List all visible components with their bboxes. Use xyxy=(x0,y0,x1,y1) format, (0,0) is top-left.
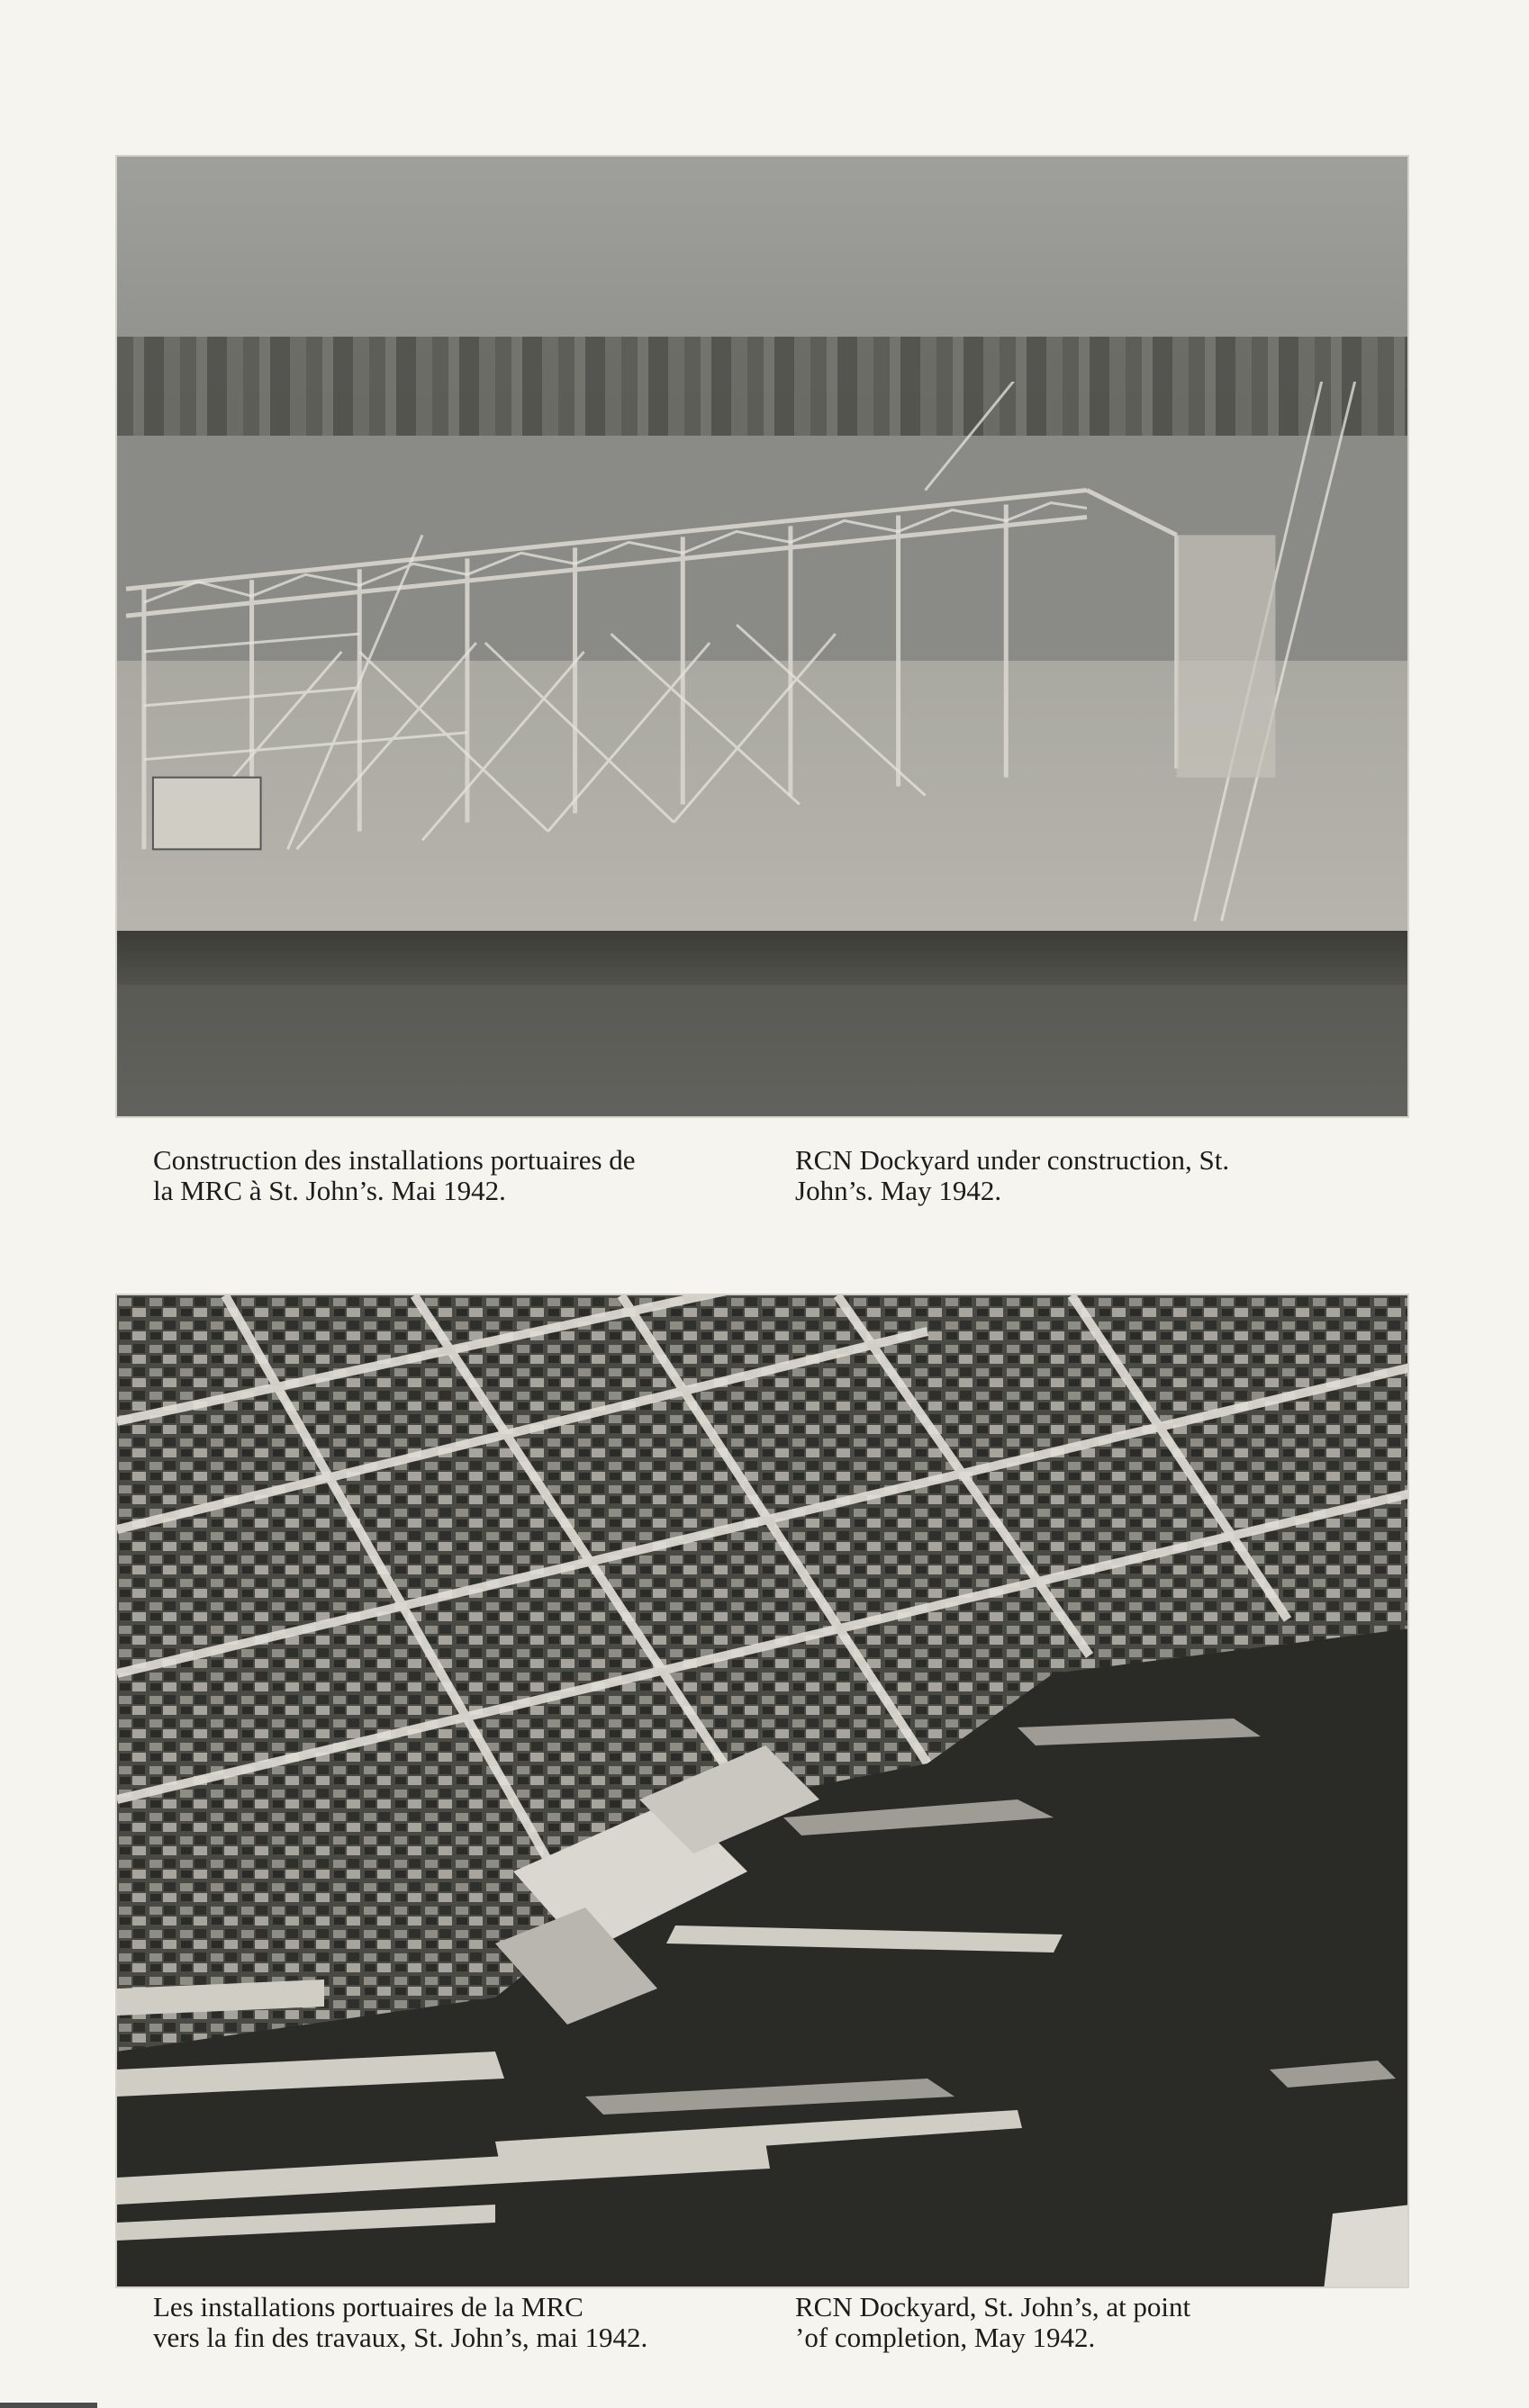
photo-dockyard-aerial xyxy=(115,1294,1409,2288)
caption-top-french: Construction des installations portuaires de la MRC à St. John’s. Mai 1942. xyxy=(153,1144,636,1206)
caption-top-english: RCN Dockyard under construction, St. John’s. May 1942. xyxy=(795,1144,1230,1206)
page-edge-mark xyxy=(0,2403,97,2408)
caption-bottom-english: RCN Dockyard, St. John’s, at point ’of completion, May 1942. xyxy=(795,2291,1191,2353)
photo-steel-frame xyxy=(117,382,1407,940)
photo-aerial-scene xyxy=(117,1295,1409,2288)
caption-bottom-french: Les installations portuaires de la MRC vers la fin des travaux, St. John’s, mai 1942. xyxy=(153,2291,648,2353)
photo-harbour-water xyxy=(117,985,1407,1118)
photo-dockyard-construction xyxy=(115,155,1409,1118)
